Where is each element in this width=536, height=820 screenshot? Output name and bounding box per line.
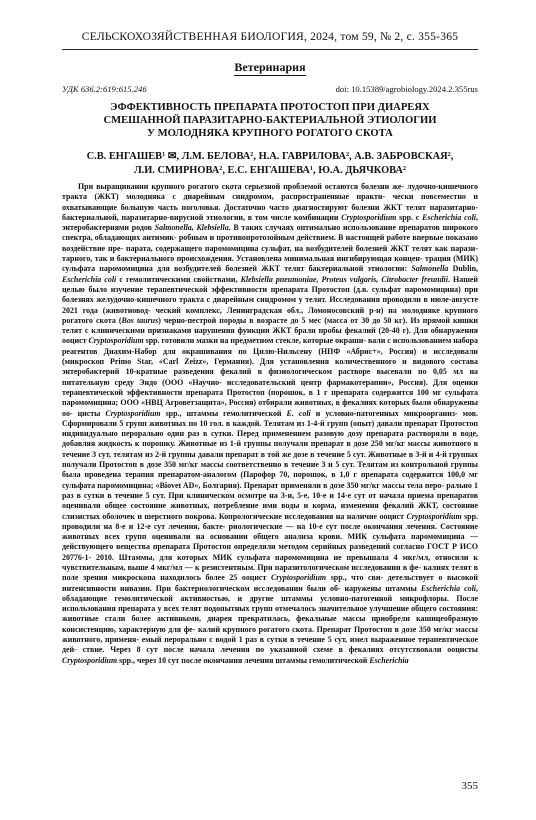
doi-link[interactable]: doi: 10.15389/agrobiology.2024.2.355rus bbox=[335, 84, 478, 94]
page-number: 355 bbox=[461, 780, 478, 792]
section-title bbox=[62, 60, 478, 75]
abstract-text: spp., штаммы гемолитической bbox=[160, 408, 287, 418]
abstract-text: и условно-патогенных микроорганиз- мов. Сформировали 5 групп животных по 10 гол. в каждой. Телятам из 1-4-й групп (опыт) давали препарат Протостоп индивидуально перорально один раз в сутки. Перед применением разовую дозу препарата растворяли в воде, добавляя жидкость к порошку. Животные из 1-й группы получали препарат в дозе 250 мг/кг массы животного в течение 3 сут, телятам из 2-й группы давали препарат в той же дозе в течение 5 сут. Животные в 3-й и 4-й группах получали Протостоп в дозе 350 мг/кг массы соответственно в течение 3 и 5 сут. Телятам из контрольной группы была проведена терапия препаратом-аналогом (Парофор 70, порошок, в 1,0 г препарата содержится 100,0 мг сульфата паромомицина; «Biovet AD», Болгария). Препарат применяли в дозе 350 мг/кг массы тела перо- рально 1 раз в сутки в течение 5 сут. При клиническом осмотре на 3-и, 5-е, 10-е и 14-е сут от начала приема препаратов оценивали общее состояние животных, потребление ими воды и корма, изменения фекалий ЖКТ, состояние слизистых оболочек и шерстного покрова. Копрологические исследования на наличие ооцист bbox=[62, 408, 479, 521]
abstract-text: . В таких случаях оптимально использование препаратов широкого спектра, обладающих антимик- робным и противопротозойным действием. В настоящей работе впервые показано воздействие пре- парата, содержащего паромомицина сульфат, на возбудителей болезней ЖКТ телят как парази- тарного, так и бактериального происхождения. Установлена минимальная ингибирующая концен- трация (МИК) сульфата паромомицина для возбудителей болезней ЖКТ телят бактериальной этиологии: bbox=[62, 223, 478, 274]
udk-code: УДК 636.2:619:615.246 bbox=[62, 84, 147, 94]
abstract-text: spp. с bbox=[396, 212, 423, 222]
abstract-italic: Cryptosporidium bbox=[105, 408, 161, 418]
abstract-italic: Cryptosporidium bbox=[270, 573, 327, 583]
author-list bbox=[62, 150, 478, 177]
abstract-italic: Cryptosporidium bbox=[341, 212, 397, 222]
abstract-italic: Escherichia coli bbox=[420, 583, 477, 593]
journal-header: СЕЛЬСКОХОЗЯЙСТВЕННАЯ БИОЛОГИЯ, 2024, том 59, № 2, с. 355-365 bbox=[81, 30, 459, 43]
abstract-text: , обладающие гемолитической активностью, и другие штаммы условно-патогенной микрофлоры. После использования препарата у всех телят подопытных групп отмечалось значительное улучшение общего состояния: животные стали более активными, диарея прекратилась, фекальные массы приобрели кашицеобразную консистенцию, характерную для фе- калий крупного рогатого скота. Препарат Протостоп в дозе 350 мг/кг массы животного, применя- емый перорально с водой 1 раз в сутки в течение 5 сут, имел выраженное терапевтическое дей- ствие. Через 8 сут после начала лечения по указанной схеме в фекалиях отсутствовали ооцисты bbox=[62, 583, 478, 655]
abstract-text: ) черно-пестрой породы в возрасте до 5 мес (масса от 30 до 50 кг). Из прямой кишки телят с клиническими признаками нарушения функции ЖКТ брали пробы фекалий (20-40 г). Для обнаружения ооцист bbox=[62, 315, 478, 346]
abstract-italic: Bos taurus bbox=[121, 315, 159, 325]
abstract-text: spp., что сви- детельствует о высокой интенсивности инвазии. При бактериологическом исследовании были об- наружены штаммы bbox=[62, 573, 478, 593]
header-divider bbox=[62, 49, 478, 50]
article-title-line: ЭФФЕКТИВНОСТЬ ПРЕПАРАТА ПРОТОСТОП ПРИ ДИАРЕЯХ bbox=[110, 102, 430, 113]
abstract-italic: Escherichia coli bbox=[422, 212, 477, 222]
author-line: Л.И. СМИРНОВА², Е.С. ЕНГАШЕВА¹, Ю.А. ДЬЯЧКОВА² bbox=[133, 164, 407, 176]
section-title-text: Ветеринария bbox=[234, 60, 306, 74]
article-title-line: СМЕШАННОЙ ПАРАЗИТАРНО-БАКТЕРИАЛЬНОЙ ЭТИОЛОГИИ bbox=[103, 115, 437, 126]
abstract-italic: Salmonella bbox=[411, 264, 449, 274]
abstract-text: с гемолитическими свойствами, bbox=[116, 274, 241, 284]
abstract-text: Dublin, bbox=[448, 264, 479, 274]
abstract-italic: E. coli bbox=[286, 408, 311, 418]
article-title-line: У МОЛОДНЯКА КРУПНОГО РОГАТОГО СКОТА bbox=[147, 128, 393, 139]
article-title bbox=[62, 101, 478, 140]
abstract-italic: Klebsiella pneumoniae, Proteus vulgaris, Citrobacter freundii bbox=[240, 274, 448, 284]
abstract-italic: Cryptosporidium bbox=[88, 336, 144, 346]
abstract bbox=[62, 182, 478, 666]
abstract-italic: Cryptosporidium bbox=[62, 655, 118, 665]
abstract-italic: Salmonella, Klebsiella bbox=[154, 223, 229, 233]
author-line: С.В. ЕНГАШЕВ¹ ✉, Л.М. БЕЛОВА², Н.А. ГАВРИЛОВА², А.В. ЗАБРОВСКАЯ², bbox=[86, 151, 454, 162]
abstract-italic: Escherichia coli bbox=[62, 274, 117, 284]
abstract-text: spp., через 10 сут после окончания лечения штаммы гемолитической bbox=[117, 655, 370, 665]
abstract-italic: Cryptosporidium bbox=[406, 511, 462, 521]
abstract-text: . Нашей целью было изучение терапевтической эффективности препарата Протостоп (д.в. сульфат паромомицина) при болезнях желудочно-кишечного тракта с диарейным синдромом у телят. Исследования проводили в июле-августе 2021 года (животновод- ческий комплекс, Ленинградская обл., Ломоносовский р-н) на молодняке крупного рогатого скота ( bbox=[62, 274, 478, 325]
abstract-text: spp. готовили мазки на предметном стекле, которые окраши- вали с использованием набора реагентов Диахим-Набор для окрашивания по Цилю-Нильсену (НПФ «Абрис+», Россия) и исследовали (микроскоп Primo Star, «Carl Zeizz», Германия). Для установления количественного и видового состава энтеробактерий 10-кратные разведения фекалий в физиологическом растворе высевали по 0,05 мл на питательную среду Эндо (ООО «Научно- исследовательский центр фармакотерапии», Россия). Для оценки терапевтической эффективности препарата Протостоп (порошок, в 1 г препарата содержится 100 мг сульфата паромомицина; ООО «НВЦ Агроветзащита», Россия) отбирали животных, в фекалиях которых были обнаружены оо- цисты bbox=[62, 336, 478, 418]
abstract-text: , энтеробактериями родов bbox=[62, 212, 478, 233]
abstract-text: При выращивании крупного рогатого скота серьезной проблемой остаются болезни же- лудочно-кишечного тракта (ЖКТ) молодняка с диарейным синдромом, распространенные практи- чески повсеместно и охватывающие большую часть поголовья. Достаточно часто диагностируют болезни ЖКТ телят паразитарно-бактериальной, паразитарно-вирусной этиологии, в том числе комбинации bbox=[62, 182, 478, 222]
abstract-text: spp. проводили на 8-е и 12-е сут лечения, бакте- риологические — на 10-е сут после окончания лечения. Состояние животных всех групп оценивали на основании общего анализа крови. МИК сульфата паромомицина — действующего вещества препарата Протостоп определяли методом серийных разведений согласно ГОСТ Р ИСО 20776-1- 2010. Штаммы, для которых МИК сульфата паромомицина не превышала 4 мкг/мл, относили к чувствительным, выше 4 мкг/мл — к резистентным. При паразитологическом исследовании в фе- калиях телят в поле зрения микроскопа находилось более 25 ооцист bbox=[62, 511, 478, 583]
abstract-italic: Escherichia bbox=[369, 655, 409, 665]
